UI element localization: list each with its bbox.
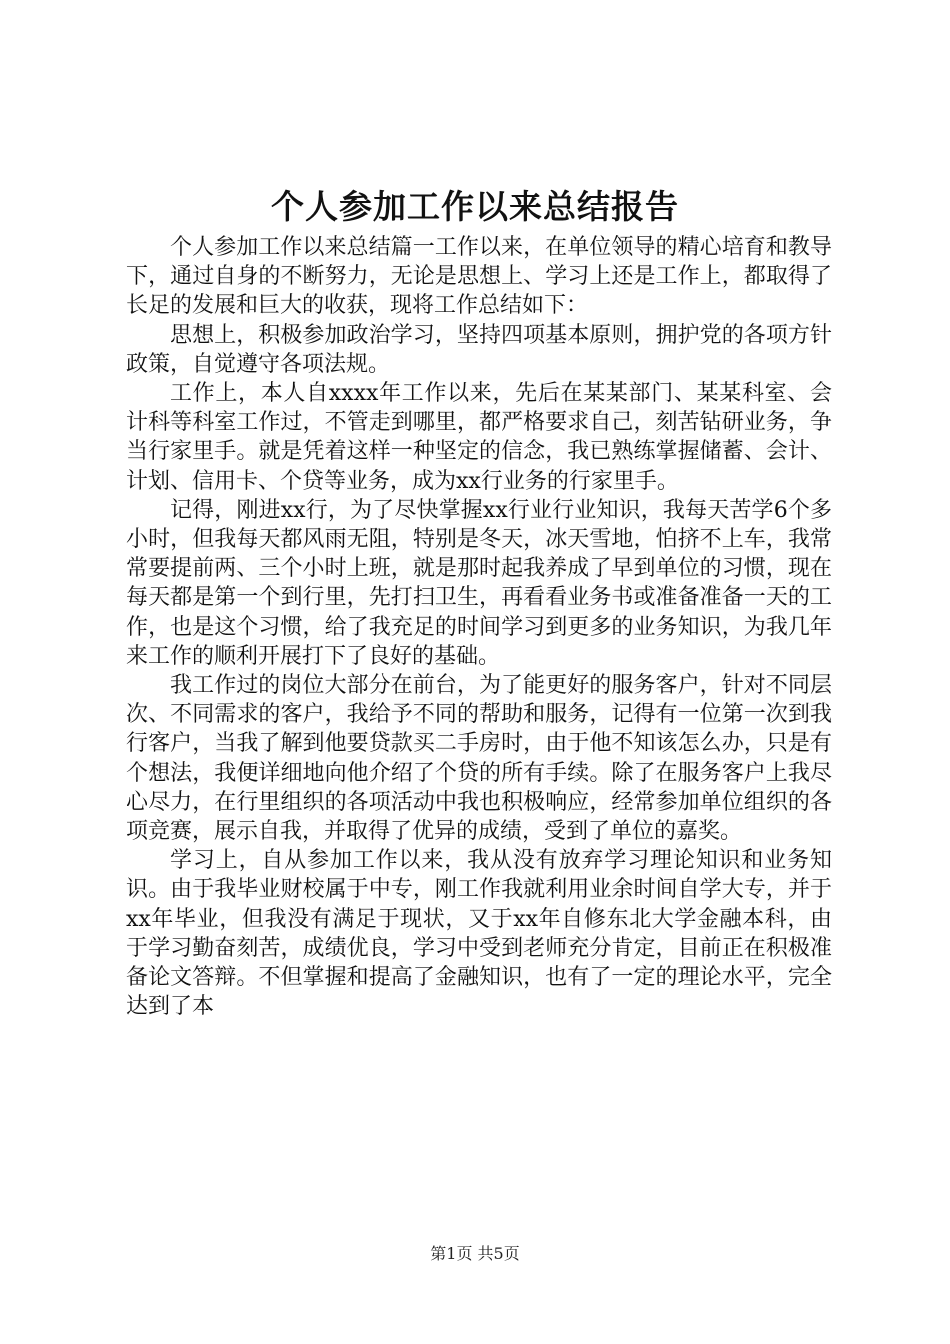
paragraph: 思想上，积极参加政治学习，坚持四项基本原则，拥护党的各项方针政策，自觉遵守各项法规。 (126, 322, 832, 377)
document-body (126, 233, 832, 1021)
page-footer: 第1页 共5页 (430, 1244, 520, 1263)
paragraph: 记得，刚进xx行，为了尽快掌握xx行业行业知识，我每天苦学6个多小时，但我每天都风雨无阻，特别是冬天，冰天雪地，怕挤不上车，我常常要提前两、三个小时上班，就是那时起我养成了早到单位的习惯，现在每天都是第一个到行里，先打扫卫生，再看看业务书或准备准备一天的工作，也是这个习惯，给了我充足的时间学习到更多的业务知识，为我几年来工作的顺利开展打下了良好的基础。 (126, 497, 832, 669)
paragraph: 工作上，本人自xxxx年工作以来，先后在某某部门、某某科室、会计科等科室工作过，不管走到哪里，都严格要求自己，刻苦钻研业务，争当行家里手。就是凭着这样一种坚定的信念，我已熟练掌握储蓄、会计、计划、信用卡、个贷等业务，成为xx行业务的行家里手。 (126, 381, 832, 494)
paragraph: 我工作过的岗位大部分在前台，为了能更好的服务客户，针对不同层次、不同需求的客户，我给予不同的帮助和服务，记得有一位第一次到我行客户，当我了解到他要贷款买二手房时，由于他不知该怎么办，只是有个想法，我便详细地向他介绍了个贷的所有手续。除了在服务客户上我尽心尽力，在行里组织的各项活动中我也积极响应，经常参加单位组织的各项竞赛，展示自我，并取得了优异的成绩，受到了单位的嘉奖。 (126, 673, 832, 845)
paragraph: 个人参加工作以来总结篇一工作以来，在单位领导的精心培育和教导下，通过自身的不断努力，无论是思想上、学习上还是工作上，都取得了长足的发展和巨大的收获，现将工作总结如下： (126, 235, 832, 319)
paragraph: 学习上，自从参加工作以来，我从没有放弃学习理论知识和业务知识。由于我毕业财校属于中专，刚工作我就利用业余时间自学大专，并于xx年毕业，但我没有满足于现状，又于xx年自修东北大学金融本科，由于学习勤奋刻苦，成绩优良，学习中受到老师充分肯定，目前正在积极准备论文答辩。不但掌握和提高了金融知识，也有了一定的理论水平，完全达到了本 (126, 848, 832, 1020)
document-title: 个人参加工作以来总结报告 (271, 187, 679, 226)
